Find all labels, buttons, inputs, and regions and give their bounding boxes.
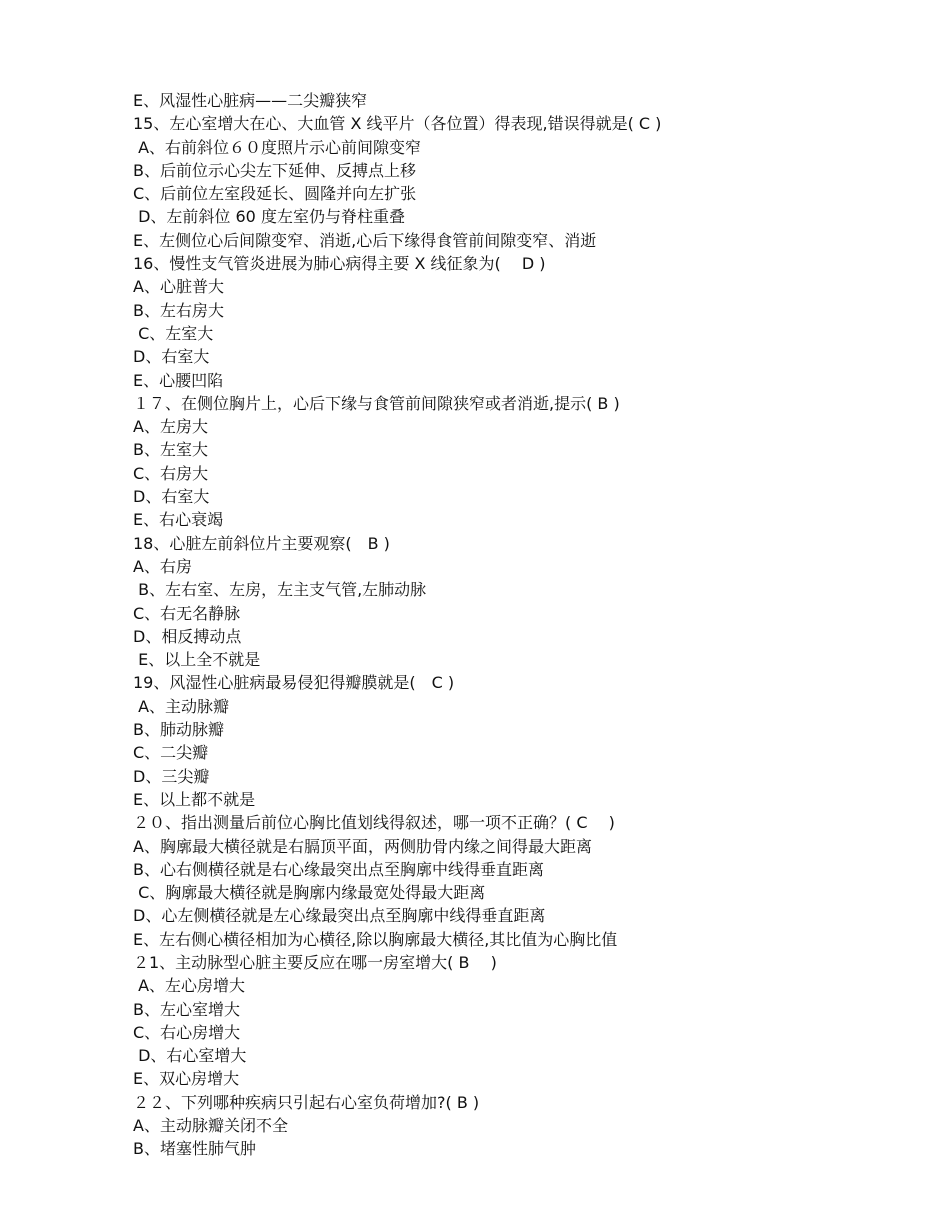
- text-line: ２２、下列哪种疾病只引起右心室负荷增加?( B ): [133, 1092, 480, 1112]
- text-line: E、风湿性心脏病——二尖瓣狭窄: [133, 91, 368, 110]
- text-line: D、三尖瓣: [133, 766, 210, 786]
- text-line: E、左侧位心后间隙变窄、消逝,心后下缘得食管前间隙变窄、消逝: [133, 230, 597, 250]
- text-line: E、心腰凹陷: [133, 370, 224, 390]
- text-line: E、双心房增大: [133, 1069, 240, 1089]
- text-line: A、右房: [133, 556, 192, 576]
- text-line: C、左室大: [133, 323, 214, 343]
- text-line: A、主动脉瓣: [133, 696, 230, 716]
- text-line: B、左室大: [133, 440, 208, 460]
- text-line: B、左右室、左房，左主支气管,左肺动脉: [133, 580, 427, 600]
- text-line: B、左右房大: [133, 300, 224, 320]
- text-line: 19、风湿性心脏病最易侵犯得瓣膜就是( C ): [133, 673, 455, 693]
- text-line: A、左心房增大: [133, 976, 246, 996]
- text-line: ２1、主动脉型心脏主要反应在哪一房室增大( B ): [133, 952, 497, 972]
- text-line: D、右心室增大: [133, 1046, 247, 1066]
- text-line: C、后前位左室段延长、圆隆并向左扩张: [133, 184, 417, 204]
- text-line: １７、在侧位胸片上，心后下缘与食管前间隙狭窄或者消逝,提示( B ): [133, 393, 620, 413]
- text-line: B、左心室增大: [133, 999, 240, 1019]
- text-line: B、心右侧横径就是右心缘最突出点至胸廓中线得垂直距离: [133, 859, 544, 879]
- text-line: C、右无名静脉: [133, 603, 241, 623]
- text-line: C、胸廓最大横径就是胸廓内缘最宽处得最大距离: [133, 883, 486, 903]
- text-line: 16、慢性支气管炎进展为肺心病得主要 X 线征象为( D ): [133, 254, 546, 274]
- text-line: A、主动脉瓣关闭不全: [133, 1116, 288, 1136]
- text-line: 15、左心室增大在心、大血管 X 线平片（各位置）得表现,错误得就是( C ): [133, 114, 662, 134]
- question-text-block: [133, 89, 893, 1161]
- text-line: B、肺动脉瓣: [133, 720, 224, 740]
- text-line: B、后前位示心尖左下延伸、反搏点上移: [133, 160, 416, 180]
- text-line: D、右室大: [133, 347, 210, 367]
- text-line: ２０、指出测量后前位心胸比值划线得叙述，哪一项不正确？( C ): [133, 813, 615, 833]
- text-line: D、左前斜位 60 度左室仍与脊柱重叠: [133, 207, 405, 227]
- text-line: C、右房大: [133, 463, 209, 483]
- text-line: C、二尖瓣: [133, 743, 209, 763]
- text-line: C、右心房增大: [133, 1022, 241, 1042]
- text-line: E、右心衰竭: [133, 510, 224, 530]
- text-line: A、左房大: [133, 417, 208, 437]
- text-line: A、心脏普大: [133, 277, 224, 297]
- text-line: D、相反搏动点: [133, 626, 242, 646]
- text-line: A、胸廓最大横径就是右膈顶平面，两侧肋骨内缘之间得最大距离: [133, 836, 592, 856]
- text-line: E、以上全不就是: [133, 650, 261, 670]
- text-line: D、右室大: [133, 487, 210, 507]
- text-line: A、右前斜位６０度照片示心前间隙变窄: [133, 137, 422, 157]
- text-line: D、心左侧横径就是左心缘最突出点至胸廓中线得垂直距离: [133, 906, 546, 926]
- text-line: E、以上都不就是: [133, 789, 256, 809]
- text-line: 18、心脏左前斜位片主要观察( B ): [133, 533, 390, 553]
- text-line: B、堵塞性肺气肿: [133, 1139, 256, 1159]
- text-line: E、左右侧心横径相加为心横径,除以胸廓最大横径,其比值为心胸比值: [133, 929, 618, 949]
